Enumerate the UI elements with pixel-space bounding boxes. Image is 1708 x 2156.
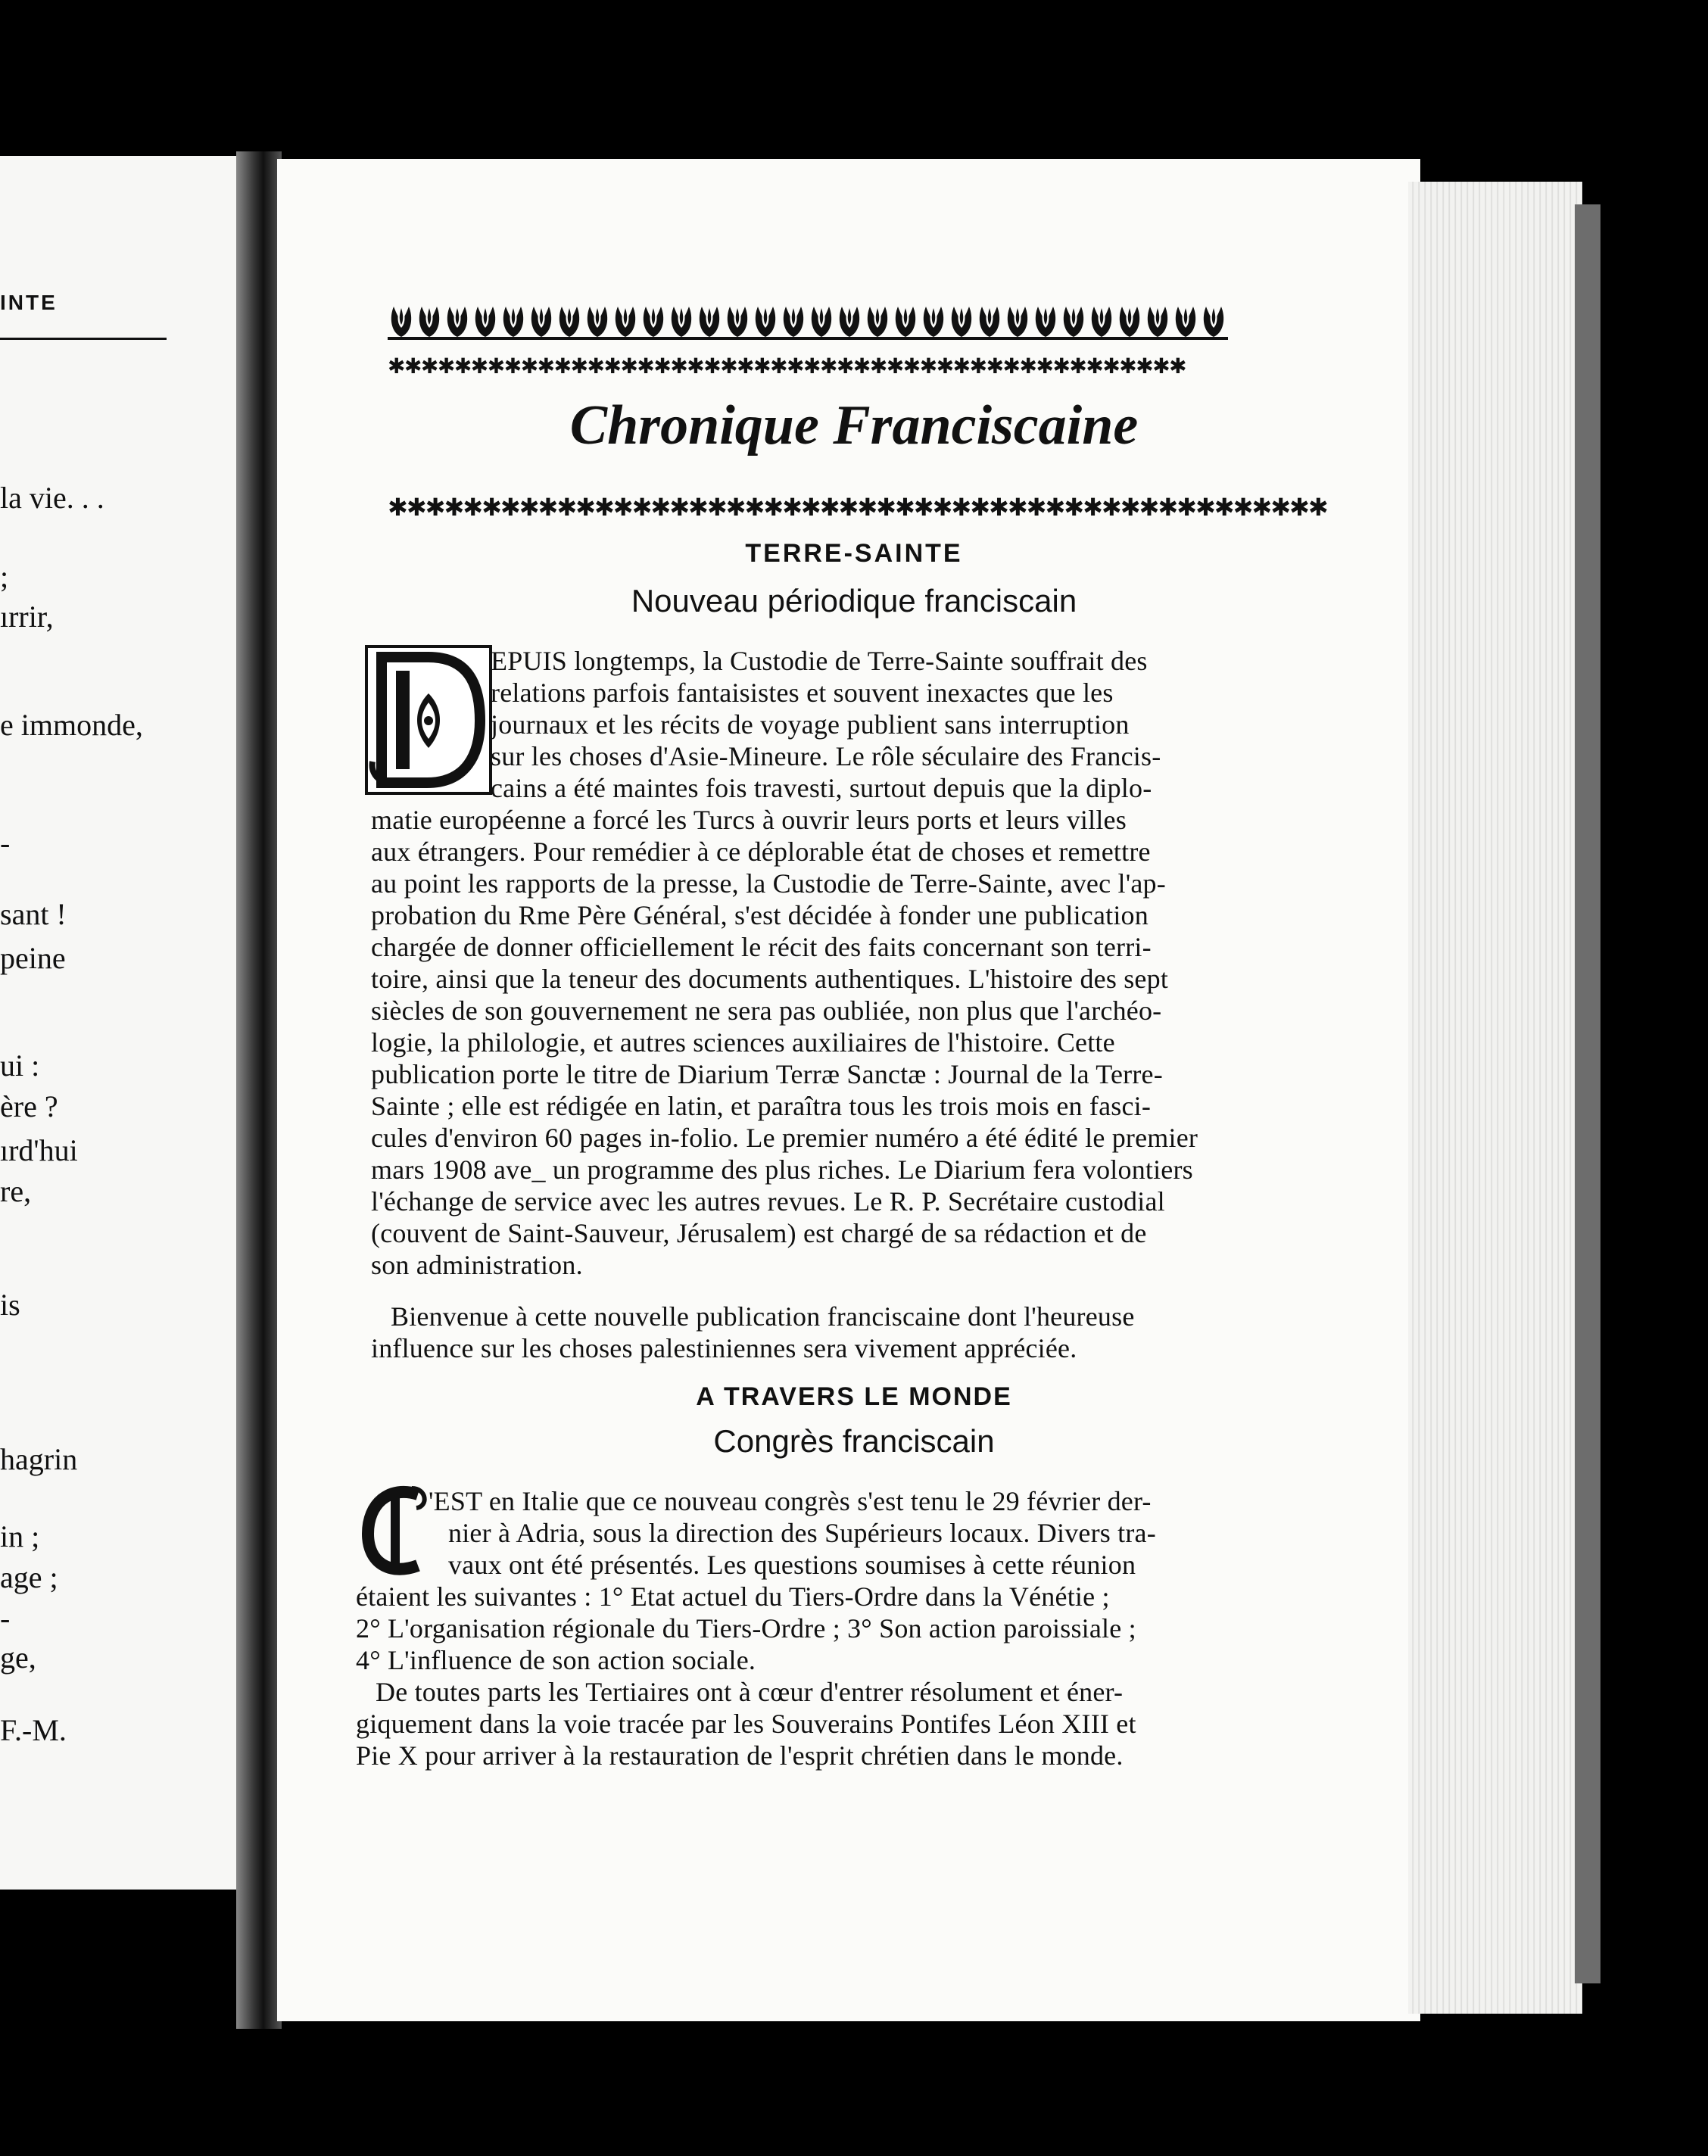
left-line: age ; [0,1560,58,1594]
left-line: in ; [0,1519,40,1553]
section-heading-a-travers-le-monde: A TRAVERS LE MONDE [696,1382,1012,1411]
left-line: ère ? [0,1089,58,1123]
left-line: e immonde, [0,708,143,742]
left-line: F.-M. [0,1713,67,1747]
left-header-rule [0,338,167,340]
left-line: - [0,1601,11,1635]
text-line: aux étrangers. Pour remédier à ce déplorable état de choses et remettre [371,837,1151,867]
text-line: cules d'environ 60 pages in-folio. Le premier numéro a été édité le premier [371,1123,1198,1153]
text-line: son administration. [371,1250,583,1280]
text-line: publication porte le titre de Diarium Terræ Sanctæ : Journal de la Terre- [371,1059,1163,1089]
text-line: Bienvenue à cette nouvelle publication franciscaine dont l'heureuse [391,1301,1135,1332]
text-line: cains a été maintes fois travesti, surtout depuis que la diplo- [491,773,1152,803]
section-heading-terre-sainte: TERRE-SAINTE [745,539,963,568]
text-line: (couvent de Saint-Sauveur, Jérusalem) est chargé de sa rédaction et de [371,1218,1147,1248]
left-line: ge, [0,1640,36,1675]
text-line: influence sur les choses palestiniennes sera vivement appréciée. [371,1333,1077,1363]
text-line: 'EST en Italie que ce nouveau congrès s'est tenu le 29 février der- [429,1486,1152,1516]
left-line: is [0,1288,20,1322]
left-line: la vie. . . [0,481,104,515]
text-line: chargée de donner officiellement le récit des faits concernant son terri- [371,932,1152,962]
text-line: mars 1908 ave_ un programme des plus riches. Le Diarium fera volontiers [371,1154,1193,1185]
text-line: sur les choses d'Asie-Mineure. Le rôle séculaire des Francis- [491,741,1161,771]
left-line: peine [0,941,66,975]
text-line: Pie X pour arriver à la restauration de l'esprit chrétien dans le monde. [356,1740,1124,1771]
left-line: re, [0,1174,32,1208]
text-line: logie, la philologie, et autres sciences auxiliaires de l'histoire. Cette [371,1027,1115,1058]
section-subheading: Nouveau périodique franciscain [631,583,1077,618]
text-line: nier à Adria, sous la direction des Supérieurs locaux. Divers tra- [448,1518,1156,1548]
left-line: ui : [0,1048,40,1083]
text-line: matie européenne a forcé les Turcs à ouvrir leurs ports et leurs villes [371,805,1127,835]
left-running-head: INTE [0,291,58,314]
text-line: De toutes parts les Tertiaires ont à cœur d'entrer résolument et éner- [376,1677,1124,1707]
text-line: l'échange de service avec les autres revues. Le R. P. Secrétaire custodial [371,1186,1165,1217]
ornate-dropcap-c [359,1481,435,1579]
left-line: ırd'hui [0,1133,78,1167]
star-border-bottom: ✱✱✱✱✱✱✱✱✱✱✱✱✱✱✱✱✱✱✱✱✱✱✱✱✱✱✱✱✱✱✱✱✱✱✱✱✱✱✱✱✱✱✱✱✱✱✱✱✱✱ [388,493,1327,522]
ornate-dropcap-d [365,645,492,795]
text-line: au point les rapports de la presse, la Custodie de Terre-Sainte, avec l'ap- [371,868,1166,899]
left-line: sant ! [0,897,67,931]
text-line: probation du Rme Père Général, s'est décidée à fonder une publication [371,900,1149,930]
text-line: toire, ainsi que la teneur des documents authentiques. L'histoire des sept [371,964,1169,994]
left-line: ; [0,559,9,594]
left-line: hagrin [0,1442,78,1476]
text-line: 2° L'organisation régionale du Tiers-Ordre ; 3° Son action paroissiale ; [356,1613,1136,1643]
text-line: vaux ont été présentés. Les questions soumises à cette réunion [448,1550,1136,1580]
text-line: journaux et les récits de voyage publient sans interruption [491,709,1130,740]
left-line: ırrir, [0,600,54,634]
text-line: relations parfois fantaisistes et souvent inexactes que les [491,678,1114,708]
star-border-top: ✱✱✱✱✱✱✱✱✱✱✱✱✱✱✱✱✱✱✱✱✱✱✱✱✱✱✱✱✱✱✱✱✱✱✱✱✱✱✱✱✱✱✱✱✱✱✱✱ [388,354,1186,379]
section-subheading: Congrès franciscain [713,1423,995,1459]
text-line: 4° L'influence de son action sociale. [356,1645,756,1675]
text-line: étaient les suivantes : 1° Etat actuel du Tiers-Ordre dans la Vénétie ; [356,1581,1110,1612]
chronicle-title: Chronique Franciscaine [569,394,1139,456]
text-line: EPUIS longtemps, la Custodie de Terre-Sainte souffrait des [491,646,1148,676]
text-line: Sainte ; elle est rédigée en latin, et paraîtra tous les trois mois en fasci- [371,1091,1152,1121]
text-line: giquement dans la voie tracée par les Souverains Pontifes Léon XIII et [356,1709,1136,1739]
text-line: siècles de son gouvernement ne sera pas oubliée, non plus que l'archéo- [371,995,1162,1026]
cover-edge [1575,204,1600,1983]
ornamental-band [388,299,1228,341]
left-line: - [0,826,11,860]
